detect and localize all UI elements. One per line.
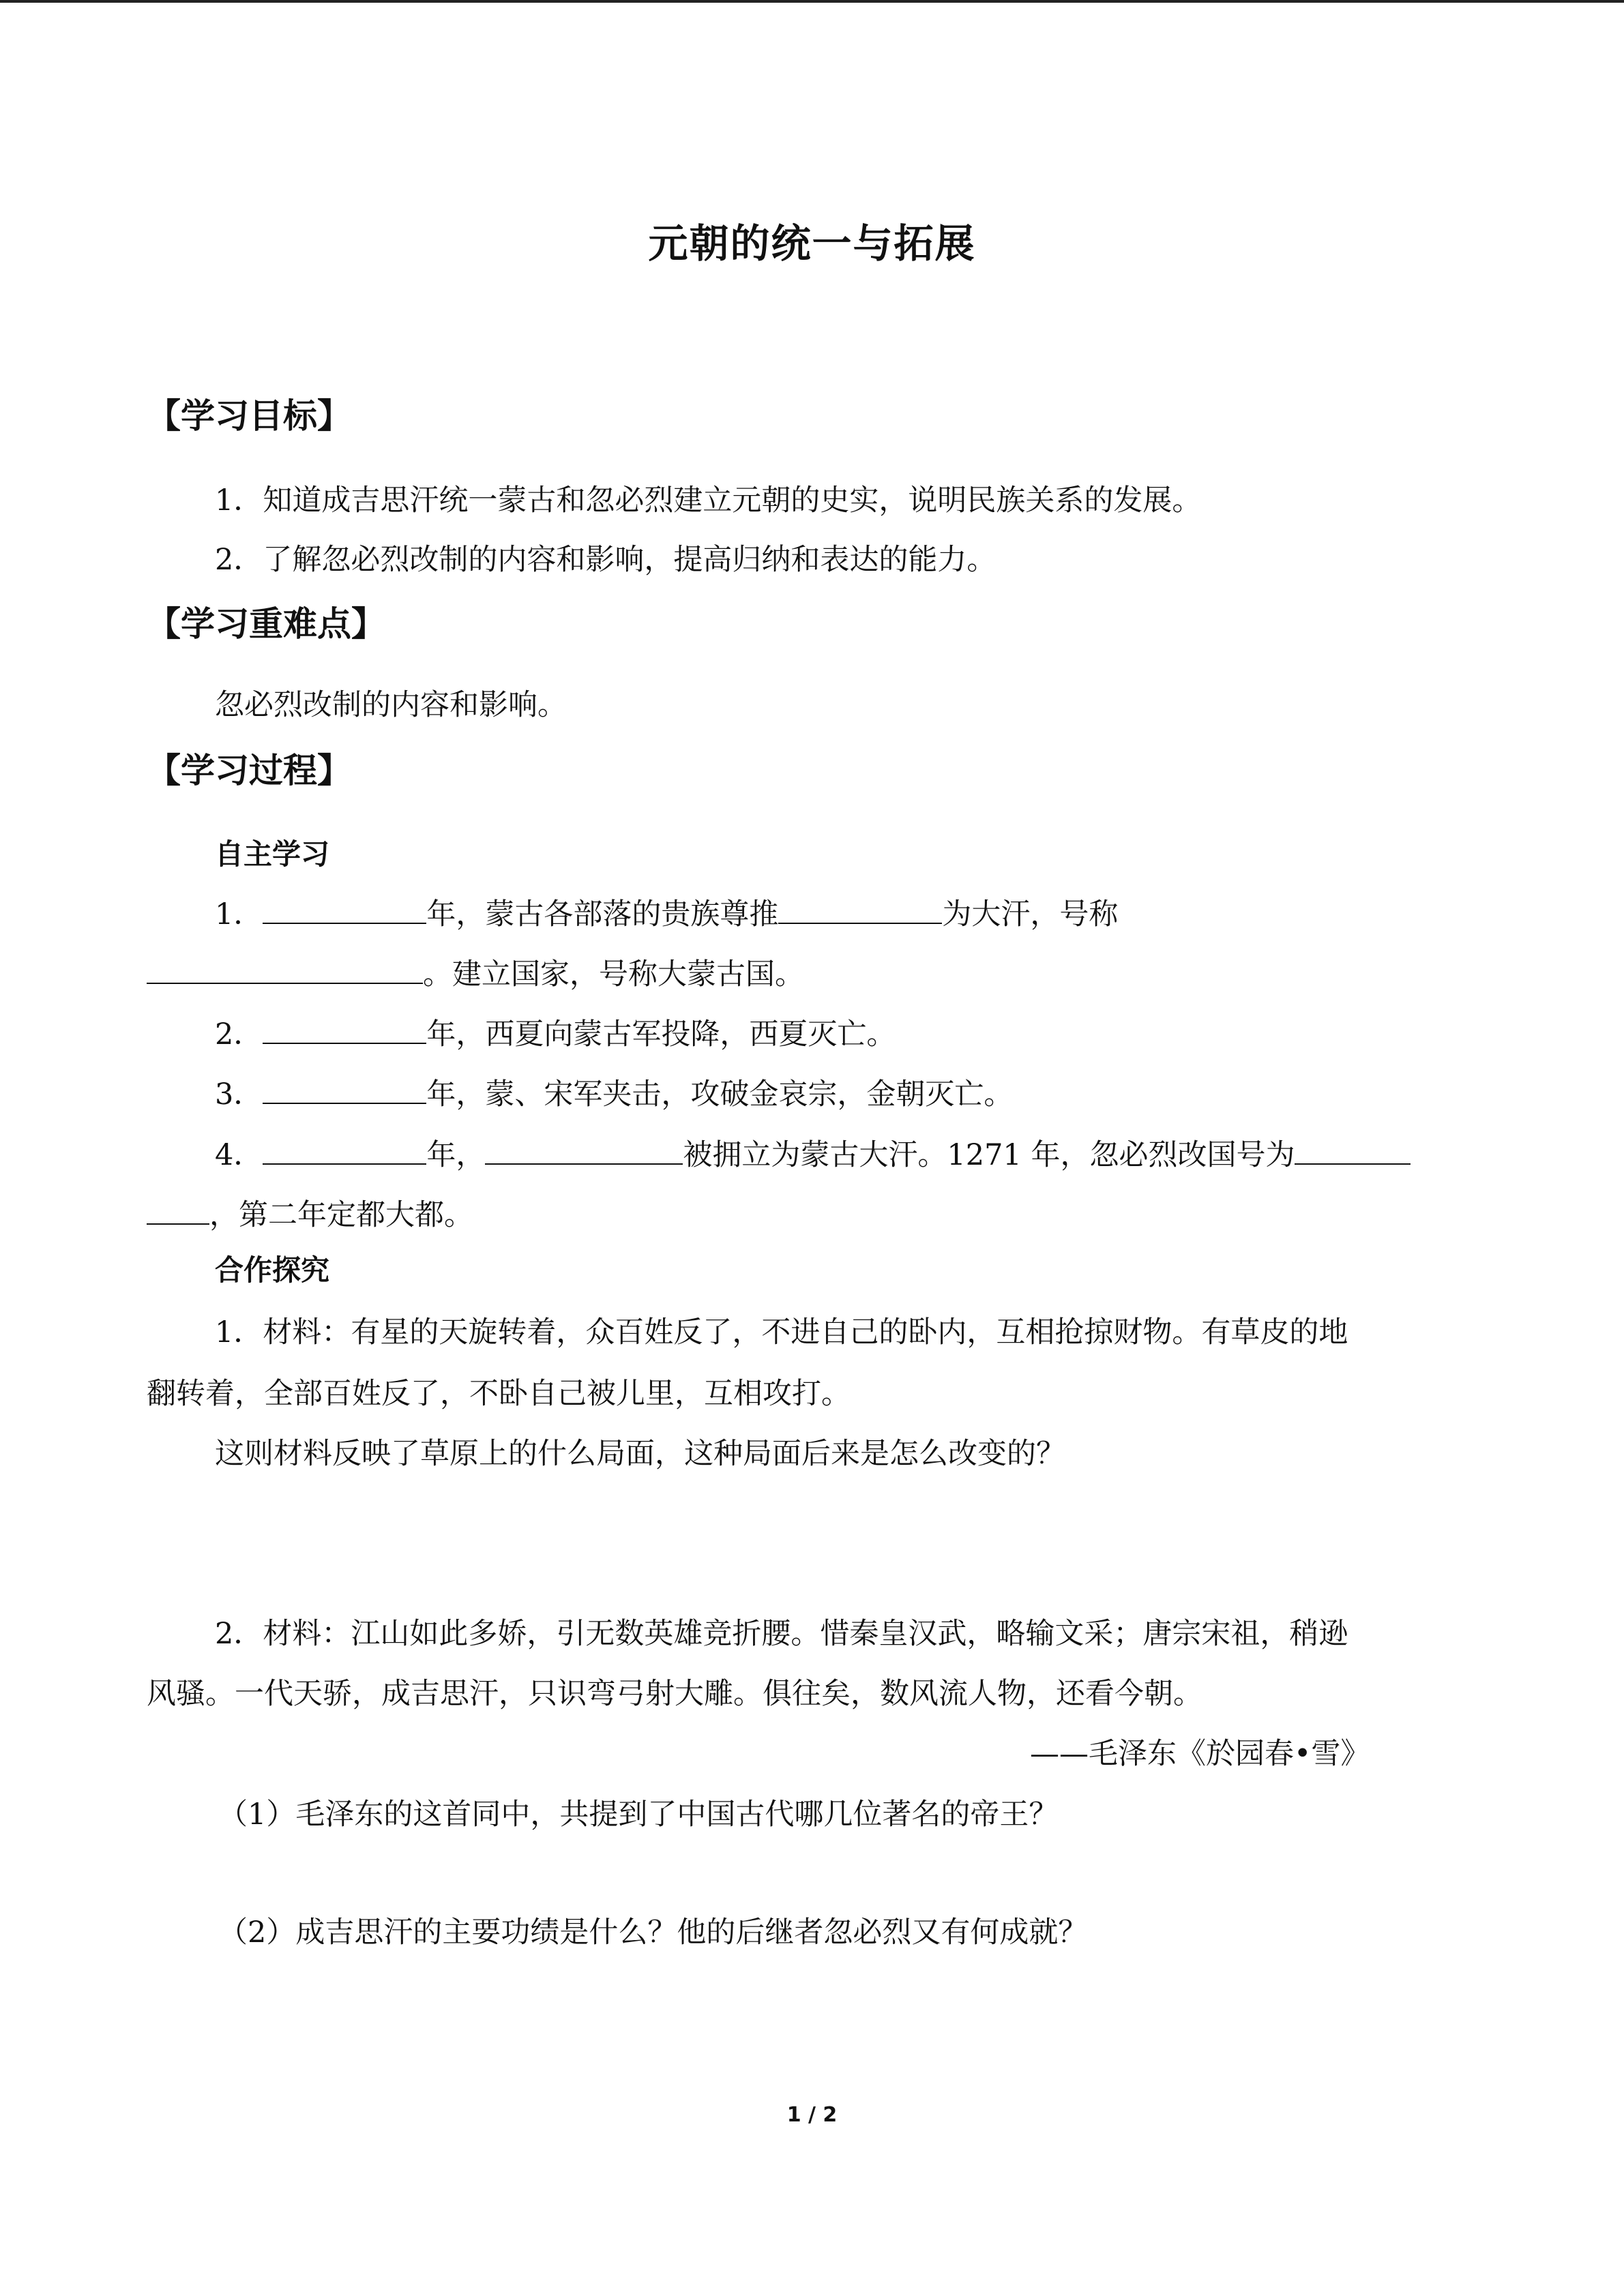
- answer-blank[interactable]: [485, 1136, 683, 1165]
- q1-text-b: 为大汗，号称: [942, 897, 1119, 931]
- material-2-line-1: 2．材料：江山如此多娇，引无数英雄竞折腰。惜秦皇汉武，略输文采；唐宗宋祖，稍逊: [215, 1617, 1348, 1651]
- q3-text: 年，蒙、宋军夹击，攻破金哀宗，金朝灭亡。: [426, 1077, 1014, 1112]
- self-study-q4: [215, 1132, 1411, 1174]
- material-1-line-2: 翻转着，全部百姓反了，不卧自己被儿里，互相攻打。: [147, 1377, 851, 1411]
- question-1: （1）毛泽东的这首同中，共提到了中国古代哪几位著名的帝王？: [218, 1798, 1059, 1832]
- goal-item-2: 2．了解忽必烈改制的内容和影响，提高归纳和表达的能力。: [215, 543, 996, 577]
- q3-number: 3．: [215, 1077, 263, 1112]
- answer-blank[interactable]: [263, 1075, 426, 1104]
- page-title: 元朝的统一与拓展: [648, 220, 976, 267]
- self-study-q4-cont: [147, 1192, 473, 1234]
- self-study-q2: [215, 1011, 896, 1053]
- answer-blank[interactable]: [263, 1015, 426, 1044]
- material-2-source: ——毛泽东《於园春•雪》: [1030, 1737, 1370, 1771]
- key-points-heading: 【学习重难点】: [147, 604, 385, 644]
- answer-blank[interactable]: [263, 895, 426, 924]
- answer-blank[interactable]: [1295, 1136, 1411, 1165]
- q4-text-a: 年，: [426, 1138, 486, 1172]
- goals-heading: 【学习目标】: [147, 396, 351, 436]
- answer-blank[interactable]: [263, 1136, 426, 1165]
- answer-blank[interactable]: [147, 955, 423, 984]
- self-study-heading: 自主学习: [215, 837, 330, 871]
- answer-blank[interactable]: [147, 1196, 209, 1225]
- self-study-q1: [215, 891, 1118, 933]
- cooperation-heading: 合作探究: [215, 1253, 330, 1287]
- material-1-question: 这则材料反映了草原上的什么局面，这种局面后来是怎么改变的？: [215, 1437, 1065, 1471]
- q4-number: 4．: [215, 1138, 263, 1172]
- self-study-q1-cont: [147, 951, 804, 993]
- answer-blank[interactable]: [778, 895, 942, 924]
- page-number: 1 / 2: [786, 2103, 838, 2127]
- q1-text-c: 。建立国家，号称大蒙古国。: [423, 957, 804, 992]
- goal-item-1: 1．知道成吉思汗统一蒙古和忽必烈建立元朝的史实，说明民族关系的发展。: [215, 483, 1202, 518]
- q4-text-b: 被拥立为蒙古大汗。1271 年，忽必烈改国号为: [683, 1138, 1295, 1172]
- self-study-q3: [215, 1071, 1013, 1113]
- q1-number: 1．: [215, 897, 263, 931]
- q2-text: 年，西夏向蒙古军投降，西夏灭亡。: [426, 1017, 896, 1052]
- top-border-line: [0, 0, 1624, 3]
- material-2-line-2: 风骚。一代天骄，成吉思汗，只识弯弓射大雕。俱往矣，数风流人物，还看今朝。: [147, 1677, 1202, 1711]
- key-points-text: 忽必烈改制的内容和影响。: [215, 688, 567, 722]
- q4-text-c: ，第二年定都大都。: [209, 1198, 473, 1232]
- process-heading: 【学习过程】: [147, 751, 351, 790]
- material-1-line-1: 1．材料：有星的天旋转着，众百姓反了，不进自己的卧内，互相抢掠财物。有草皮的地: [215, 1315, 1348, 1350]
- q2-number: 2．: [215, 1017, 263, 1052]
- question-2: （2）成吉思汗的主要功绩是什么？他的后继者忽必烈又有何成就？: [218, 1915, 1088, 1950]
- q1-text-a: 年，蒙古各部落的贵族尊推: [426, 897, 779, 931]
